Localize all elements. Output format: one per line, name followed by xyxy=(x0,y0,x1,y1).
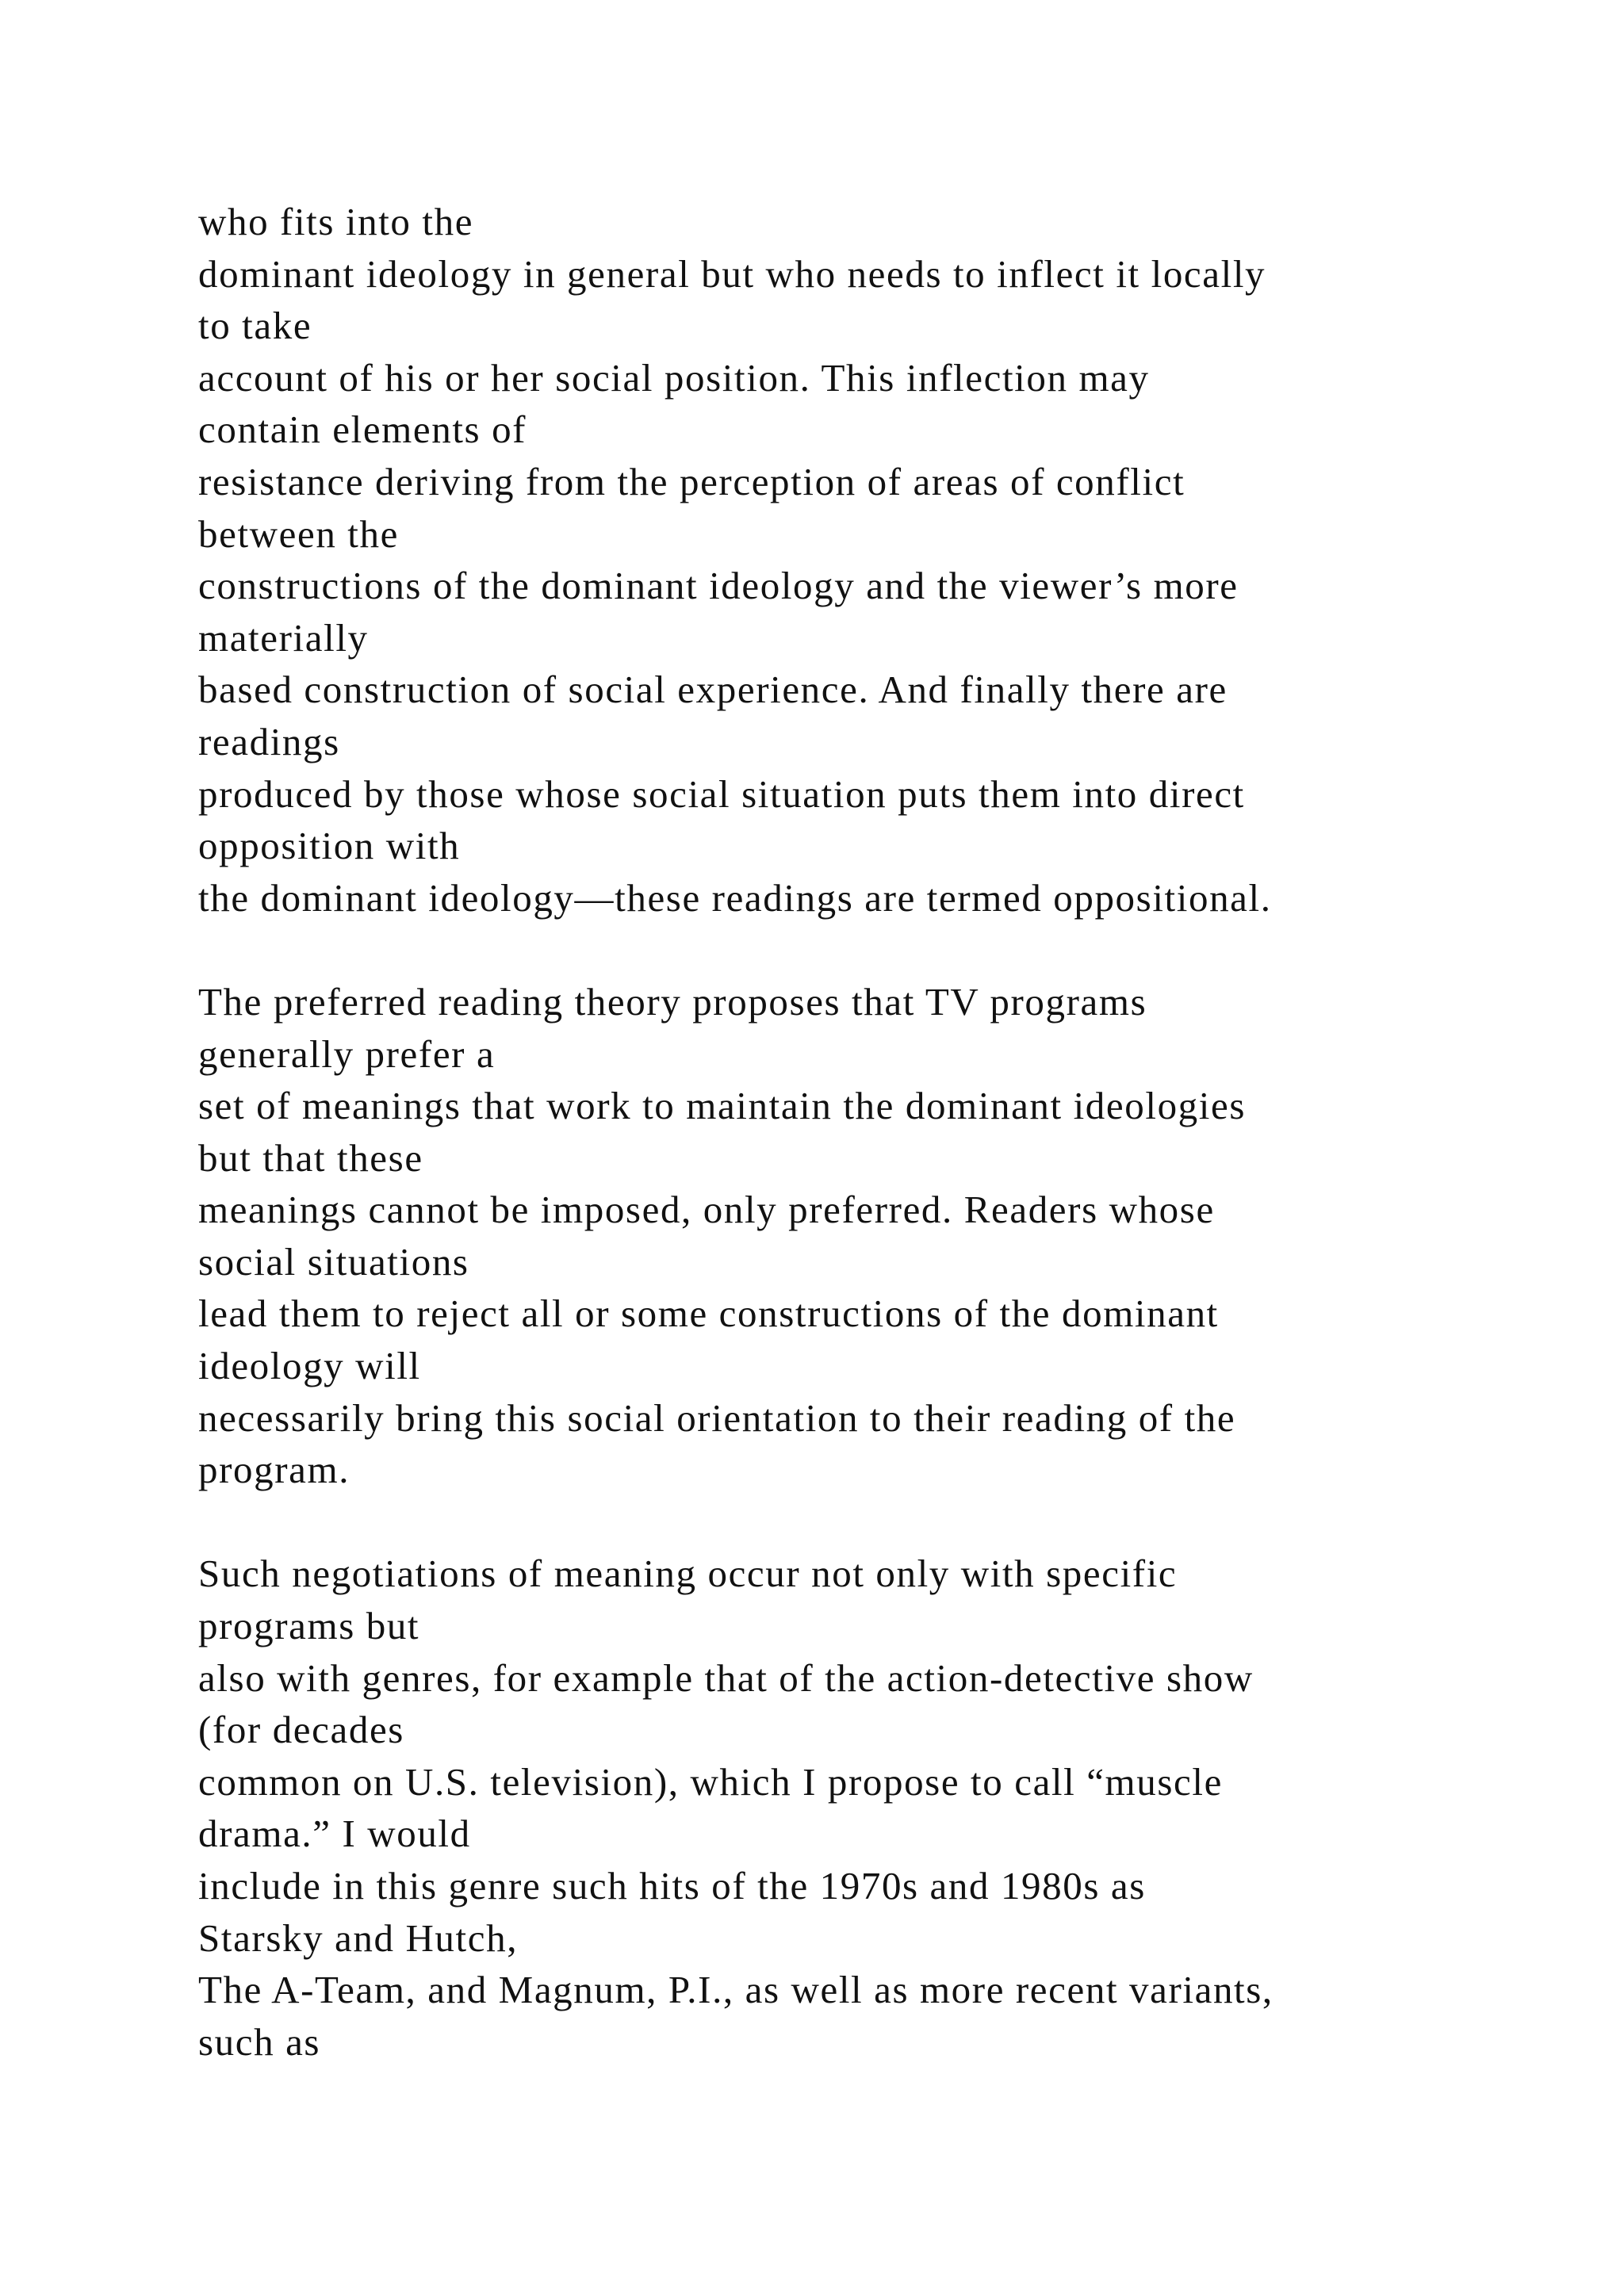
document-body xyxy=(198,196,1530,2068)
text-line: drama.” I would xyxy=(198,1812,471,1856)
text-line: account of his or her social position. This inflection may xyxy=(198,355,1150,400)
text-line: meanings cannot be imposed, only preferred. Readers whose xyxy=(198,1188,1215,1232)
text-line: such as xyxy=(198,2019,321,2064)
paragraph xyxy=(198,976,1530,1496)
text-line: dominant ideology in general but who needs to inflect it locally xyxy=(198,251,1266,296)
text-line: opposition with xyxy=(198,824,461,868)
text-line: contain elements of xyxy=(198,408,527,452)
text-line: based construction of social experience. And finally there are xyxy=(198,668,1228,712)
text-line: but that these xyxy=(198,1135,423,1180)
paragraph xyxy=(198,1548,1530,2068)
text-line: lead them to reject all or some constructions of the dominant xyxy=(198,1292,1219,1336)
text-line: between the xyxy=(198,511,399,556)
text-line: readings xyxy=(198,719,340,763)
text-line: constructions of the dominant ideology and the viewer’s more xyxy=(198,564,1239,608)
text-line: programs but xyxy=(198,1604,420,1648)
text-line: the dominant ideology—these readings are termed oppositional. xyxy=(198,875,1272,920)
text-line: who fits into the xyxy=(198,200,474,243)
text-line: generally prefer a xyxy=(198,1031,496,1076)
text-line: program. xyxy=(198,1448,350,1492)
text-line: social situations xyxy=(198,1239,469,1284)
text-line: The A-Team, and Magnum, P.I., as well as more recent variants, xyxy=(198,1968,1274,2012)
text-line: also with genres, for example that of the action-detective show xyxy=(198,1655,1254,1700)
text-line: (for decades xyxy=(198,1708,404,1752)
paragraph-gap xyxy=(198,924,1530,976)
text-line: The preferred reading theory proposes that TV programs xyxy=(198,979,1147,1024)
text-line: set of meanings that work to maintain the dominant ideologies xyxy=(198,1084,1246,1128)
text-line: ideology will xyxy=(198,1344,421,1388)
text-line: common on U.S. television), which I propose to call “muscle xyxy=(198,1759,1223,1804)
text-line: necessarily bring this social orientation to their reading of the xyxy=(198,1395,1236,1440)
text-line: produced by those whose social situation puts them into direct xyxy=(198,771,1245,816)
text-line: to take xyxy=(198,304,312,348)
paragraph-gap xyxy=(198,1496,1530,1548)
text-line: materially xyxy=(198,615,369,660)
paragraph xyxy=(198,196,1530,924)
text-line: Starsky and Hutch, xyxy=(198,1915,519,1960)
text-line: include in this genre such hits of the 1970s and 1980s as xyxy=(198,1864,1146,1908)
text-line: resistance deriving from the perception of areas of conflict xyxy=(198,459,1185,503)
text-line: Such negotiations of meaning occur not only with specific xyxy=(198,1552,1178,1596)
